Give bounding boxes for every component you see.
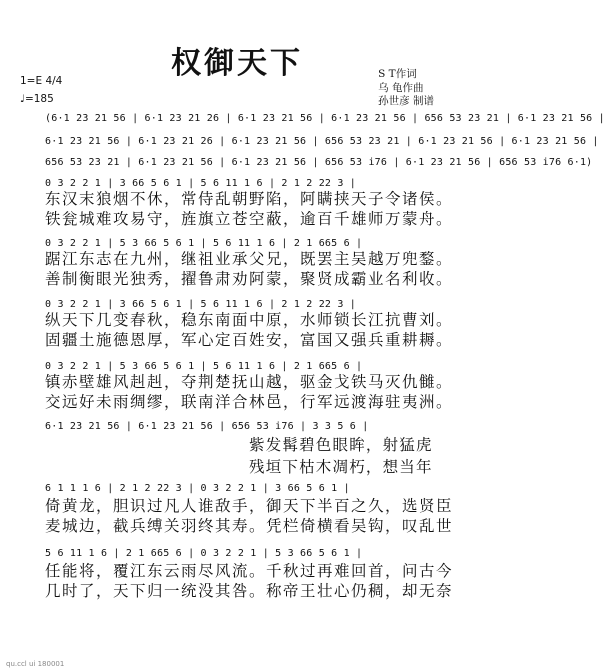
ending-2-lyric-1: 任能将，覆江东云雨尽风流。千秋过再难回首，问古今 (45, 562, 454, 580)
song-title: 权御天下 (171, 46, 303, 81)
watermark: qu.ccl ui 180001 (6, 660, 65, 668)
lyricist-credit: S T作词 (378, 68, 417, 80)
interlude-lyric-2: 残垣下枯木凋朽，想当年 (249, 458, 433, 476)
ending-1-lyric-2: 麦城边，截兵缚关羽终其寿。凭栏倚横看吴钩，叹乱世 (45, 517, 454, 535)
intro-line-1: (6·1 23 21 56 | 6·1 23 21 26 | 6·1 23 21 56 | 6·1 23 21 56 | 656 53 23 21 | 6·1 23 21 56 | (45, 113, 605, 124)
verse-4-lyric-1: 镇赤壁雄风赳赳，夺荆楚抚山越，驱金戈铁马灭仇雠。 (45, 373, 454, 391)
intro-line-2: 6·1 23 21 56 | 6·1 23 21 26 | 6·1 23 21 56 | 656 53 23 21 | 6·1 23 21 56 | 6·1 23 21 56 | (45, 136, 599, 147)
arranger-credit: 孙世彦 制谱 (378, 95, 434, 107)
intro-line-3: 656 53 23 21 | 6·1 23 21 56 | 6·1 23 21 56 | 656 53 i76 | 6·1 23 21 56 | 656 53 i76 6·1) (45, 157, 593, 168)
credits (378, 68, 434, 109)
key-signature: 1=E 4/4 (20, 75, 63, 87)
verse-1-lyric-1: 东汉末狼烟不休，常侍乱朝野陷，阿瞒挟天子令诸侯。 (45, 190, 454, 208)
verse-2-lyric-2: 善制衡眼光独秀，擢鲁肃劝阿蒙，聚贤成霸业名利收。 (45, 270, 454, 288)
composer-credit: 乌 龟作曲 (378, 81, 424, 94)
verse-3-lyric-1: 纵天下几变春秋，稳东南面中原，水师锁长江抗曹刘。 (45, 311, 454, 329)
verse-3-lyric-2: 固疆土施德恩厚，军心定百姓安，富国又强兵重耕耨。 (45, 331, 454, 349)
verse-4-lyric-2: 交远好未雨绸缪，联南洋合林邑，行军远渡海驻夷洲。 (45, 393, 454, 411)
verse-4-notes: 0 3 2 2 1 | 5 3 66 5 6 1 | 5 6 11 1 6 | 2 1 665 6 | (45, 361, 363, 372)
verse-1-notes: 0 3 2 2 1 | 3 66 5 6 1 | 5 6 11 1 6 | 2 1 2 22 3 | (45, 178, 357, 189)
ending-1-notes: 6 1 1 1 6 | 2 1 2 22 3 | 0 3 2 2 1 | 3 66 5 6 1 | (45, 483, 350, 494)
ending-2-lyric-2: 几时了，天下归一统没其咎。称帝王壮心仍稠，却无奈 (45, 582, 454, 600)
ending-2-notes: 5 6 11 1 6 | 2 1 665 6 | 0 3 2 2 1 | 5 3 66 5 6 1 | (45, 548, 363, 559)
verse-2-lyric-1: 踞江东志在九州，继祖业承父兄，既罢主吴越万兜鍪。 (45, 250, 454, 268)
interlude-lyric-1: 紫发髯碧色眼眸，射猛虎 (249, 436, 433, 454)
tempo-marking: ♩=185 (20, 93, 54, 105)
verse-3-notes: 0 3 2 2 1 | 3 66 5 6 1 | 5 6 11 1 6 | 2 1 2 22 3 | (45, 299, 357, 310)
ending-1-lyric-1: 倚黄龙，胆识过凡人谁敌手，御天下半百之久，选贤臣 (45, 497, 454, 515)
verse-1-lyric-2: 铁瓮城难攻易守，旌旗立苍空蔽，逾百千雄师万蒙舟。 (45, 210, 454, 228)
interlude-notes: 6·1 23 21 56 | 6·1 23 21 56 | 656 53 i76 | 3 3 5 6 | (45, 421, 369, 432)
verse-2-notes: 0 3 2 2 1 | 5 3 66 5 6 1 | 5 6 11 1 6 | 2 1 665 6 | (45, 238, 363, 249)
